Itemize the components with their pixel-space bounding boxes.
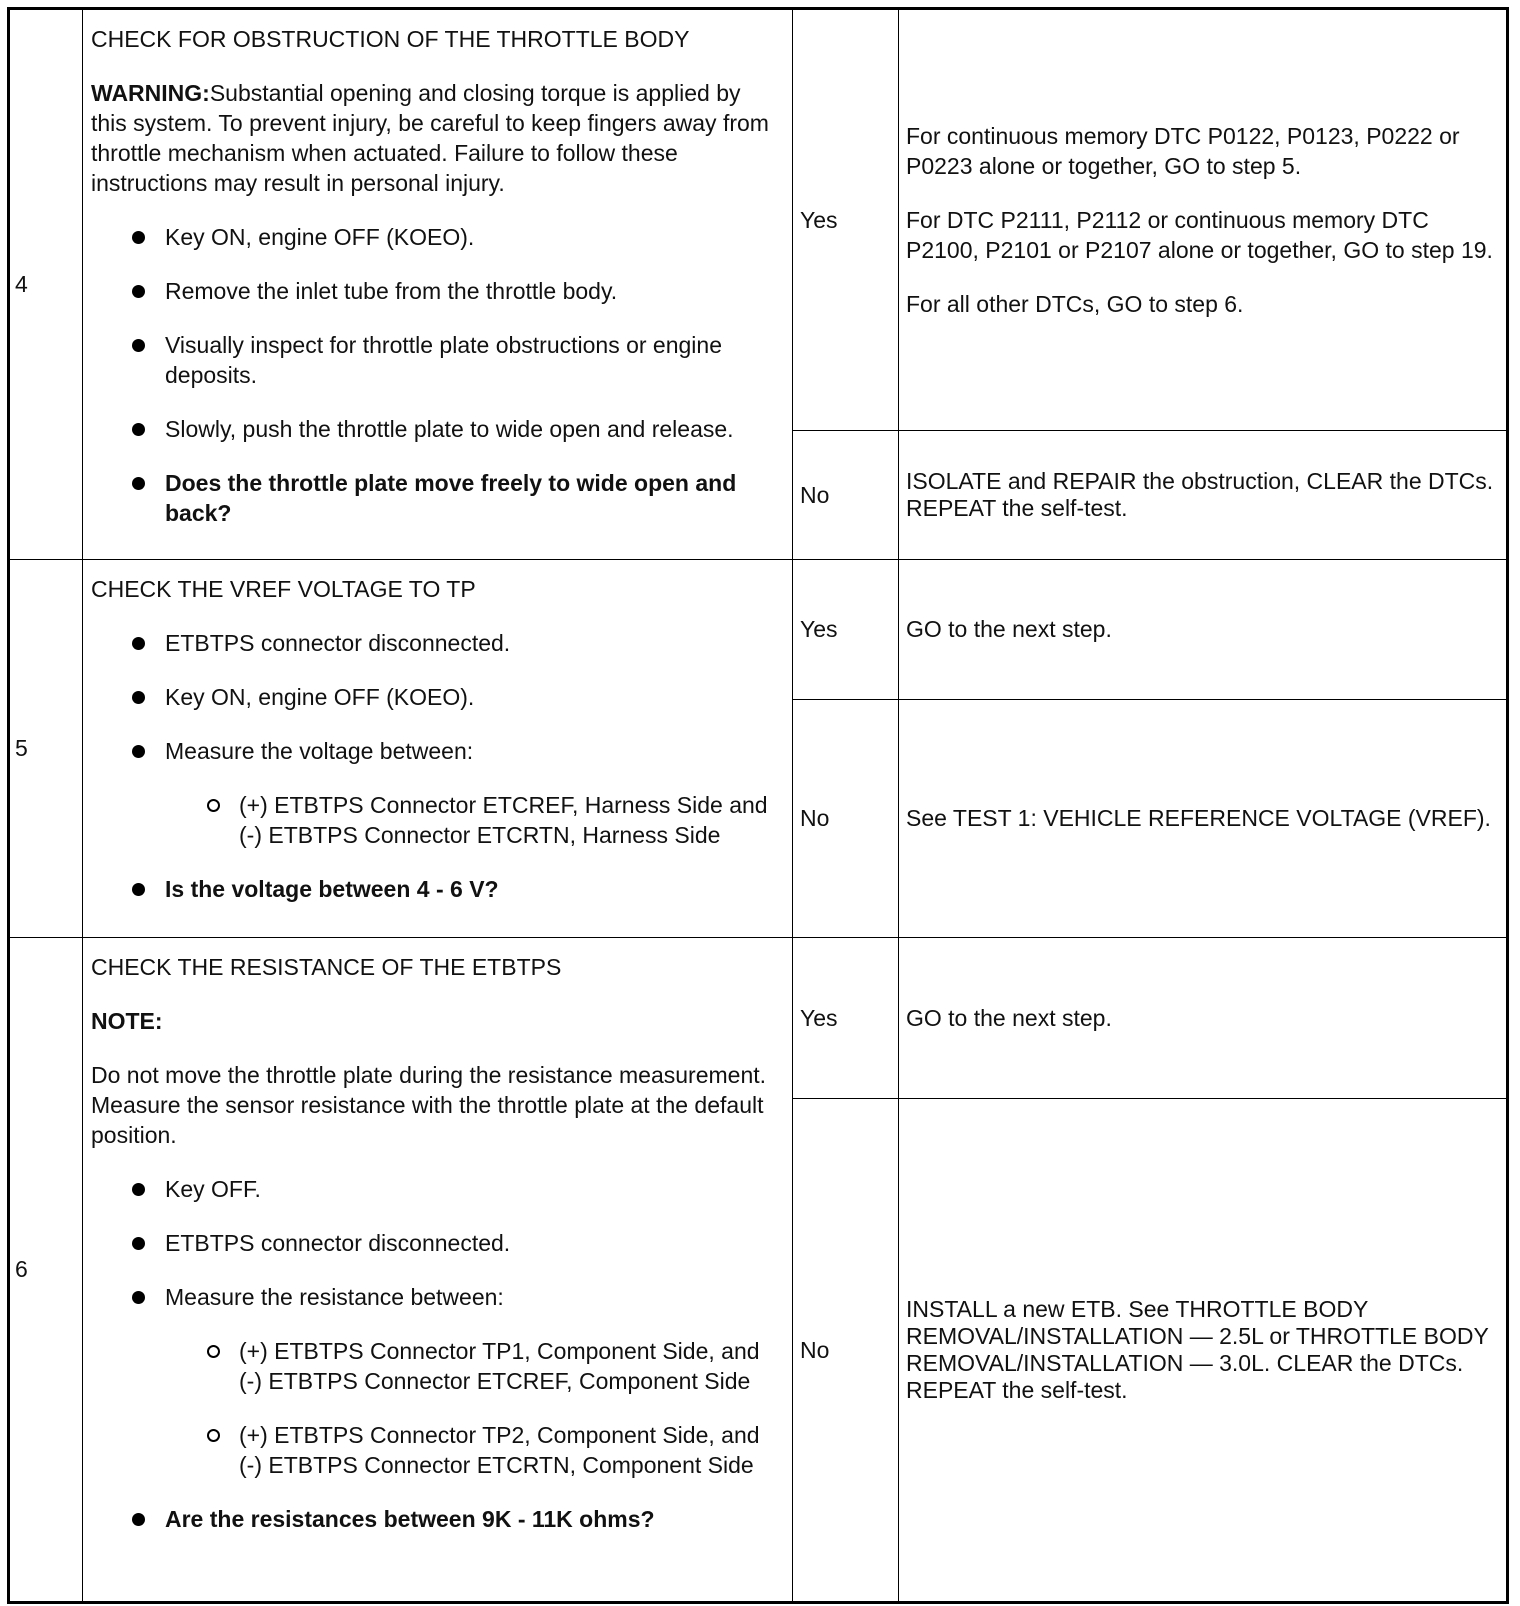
- diagnostic-table: [7, 7, 1509, 1604]
- yes-result: GO to the next step.: [899, 560, 1508, 700]
- question-item: Does the throttle plate move freely to wide open and back?: [91, 468, 782, 528]
- note-text: Do not move the throttle plate during the resistance measurement. Measure the sensor resistance with the throttle plate at the default position.: [91, 1062, 767, 1148]
- sub-bullet-list: [165, 790, 782, 850]
- step-number: 4: [9, 9, 83, 560]
- note-label: NOTE:: [91, 1008, 163, 1034]
- step-5-bullet-list: [91, 628, 782, 904]
- sub-bullet-item: (+) ETBTPS Connector TP1, Component Side, and (-) ETBTPS Connector ETCREF, Component Side: [165, 1336, 782, 1396]
- bullet-item: [91, 1282, 782, 1480]
- no-result: ISOLATE and REPAIR the obstruction, CLEAR the DTCs. REPEAT the self-test.: [899, 431, 1508, 560]
- step-number: 5: [9, 560, 83, 938]
- bullet-item: ETBTPS connector disconnected.: [91, 628, 782, 658]
- step-6-action: [83, 938, 793, 1603]
- diagnostic-procedure-sheet: [7, 7, 1509, 1604]
- step-5-yes-row: [9, 560, 1508, 700]
- step-title: CHECK FOR OBSTRUCTION OF THE THROTTLE BODY: [91, 26, 690, 52]
- sub-bullet-list: [165, 1336, 782, 1480]
- yes-label: Yes: [793, 938, 899, 1099]
- no-result: See TEST 1: VEHICLE REFERENCE VOLTAGE (VREF).: [899, 700, 1508, 938]
- bullet-item: Slowly, push the throttle plate to wide open and release.: [91, 414, 782, 444]
- result-paragraph: For continuous memory DTC P0122, P0123, P0222 or P0223 alone or together, GO to step 5.: [906, 123, 1460, 179]
- warning-paragraph: [91, 78, 782, 198]
- sub-bullet-item: (+) ETBTPS Connector ETCREF, Harness Side and (-) ETBTPS Connector ETCRTN, Harness Side: [165, 790, 782, 850]
- step-6-yes-row: [9, 938, 1508, 1099]
- step-4-action: [83, 9, 793, 560]
- yes-label: Yes: [793, 9, 899, 431]
- result-paragraph: For all other DTCs, GO to step 6.: [906, 291, 1244, 317]
- step-4-bullet-list: [91, 222, 782, 528]
- no-label: No: [793, 700, 899, 938]
- bullet-item: Remove the inlet tube from the throttle body.: [91, 276, 782, 306]
- bullet-item: Key ON, engine OFF (KOEO).: [91, 222, 782, 252]
- yes-result: [899, 9, 1508, 431]
- warning-text: Substantial opening and closing torque is applied by this system. To prevent injury, be careful to keep fingers away from throttle mechanism when actuated. Failure to follow these instructions may result in personal injury.: [91, 80, 769, 196]
- step-5-action: [83, 560, 793, 938]
- step-6-bullet-list: [91, 1174, 782, 1534]
- bullet-item: Visually inspect for throttle plate obstructions or engine deposits.: [91, 330, 782, 390]
- bullet-item: Key OFF.: [91, 1174, 782, 1204]
- bullet-text: Measure the voltage between:: [165, 738, 474, 764]
- step-title: CHECK THE RESISTANCE OF THE ETBTPS: [91, 954, 562, 980]
- bullet-item: ETBTPS connector disconnected.: [91, 1228, 782, 1258]
- question-item: Are the resistances between 9K - 11K ohms?: [91, 1504, 782, 1534]
- yes-label: Yes: [793, 560, 899, 700]
- bullet-item: [91, 736, 782, 850]
- no-label: No: [793, 1099, 899, 1603]
- step-title: CHECK THE VREF VOLTAGE TO TP: [91, 576, 476, 602]
- no-result: INSTALL a new ETB. See THROTTLE BODY REMOVAL/INSTALLATION — 2.5L or THROTTLE BODY REMOVAL/INSTALLATION — 3.0L. CLEAR the DTCs. REPEAT the self-test.: [899, 1099, 1508, 1603]
- step-4-yes-row: [9, 9, 1508, 431]
- step-number: 6: [9, 938, 83, 1603]
- warning-label: WARNING:: [91, 80, 210, 106]
- no-label: No: [793, 431, 899, 560]
- result-paragraph: For DTC P2111, P2112 or continuous memory DTC P2100, P2101 or P2107 alone or together, GO to step 19.: [906, 207, 1493, 263]
- yes-result: GO to the next step.: [899, 938, 1508, 1099]
- question-item: Is the voltage between 4 - 6 V?: [91, 874, 782, 904]
- sub-bullet-item: (+) ETBTPS Connector TP2, Component Side, and (-) ETBTPS Connector ETCRTN, Component Side: [165, 1420, 782, 1480]
- bullet-item: Key ON, engine OFF (KOEO).: [91, 682, 782, 712]
- bullet-text: Measure the resistance between:: [165, 1284, 504, 1310]
